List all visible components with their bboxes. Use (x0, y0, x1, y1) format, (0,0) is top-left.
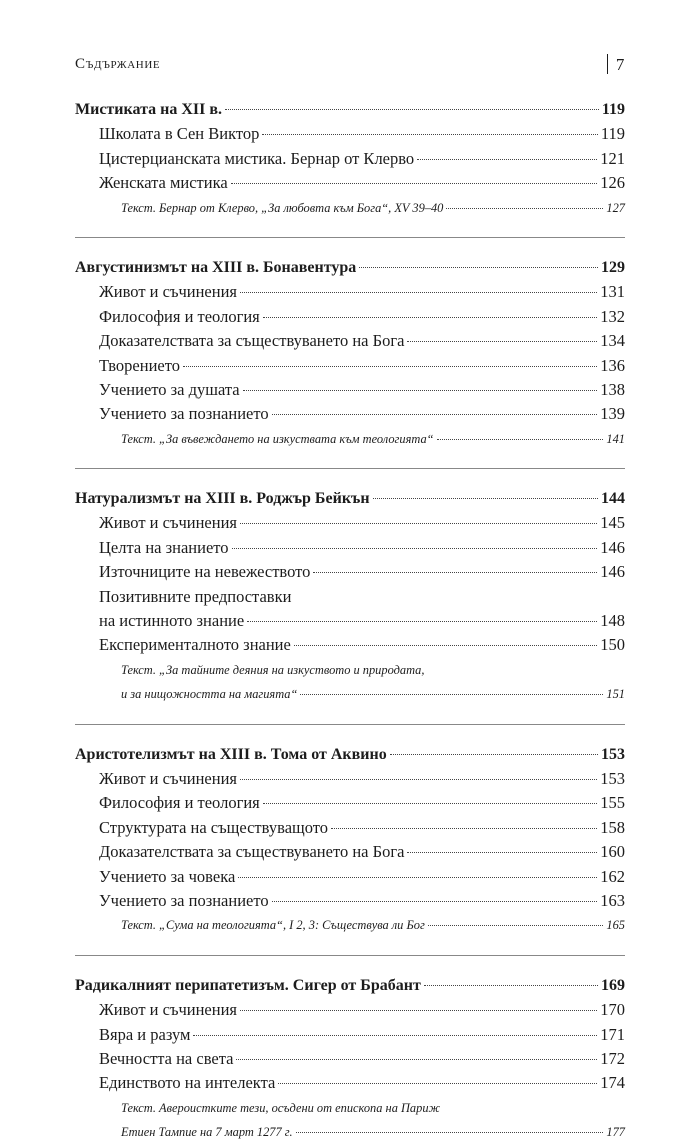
subsection-entry[interactable] (75, 511, 625, 535)
subsection-entry[interactable] (75, 280, 625, 304)
text-entry-page: 127 (606, 200, 625, 215)
subsection-entry-page: 155 (600, 793, 625, 813)
chapter-entry[interactable] (75, 256, 625, 280)
toc-section (75, 743, 625, 938)
subsection-entry[interactable] (75, 402, 625, 426)
subsection-entry[interactable] (75, 633, 625, 657)
subsection-entry-page: 131 (600, 282, 625, 302)
subsection-entry-page: 121 (600, 148, 625, 168)
section-divider (75, 955, 625, 956)
dot-leader (296, 1131, 604, 1133)
subsection-entry[interactable] (75, 998, 625, 1022)
dot-leader (417, 158, 597, 160)
dot-leader (407, 340, 597, 342)
chapter-entry-label: Августинизмът на XIII в. Бонавентура (75, 258, 357, 276)
subsection-entry[interactable] (75, 147, 625, 171)
text-entry[interactable] (75, 427, 625, 451)
page-number-value: 7 (615, 55, 625, 74)
chapter-entry-label: Натурализмът на XIII в. Роджър Бейкън (75, 490, 370, 508)
text-entry-label: Текст. „Сума на теологията“, I 2, 3: Съществува ли Бог (121, 918, 425, 933)
subsection-entry[interactable] (75, 1023, 625, 1047)
subsection-entry[interactable] (75, 378, 625, 402)
subsection-entry-page: 153 (600, 768, 625, 788)
subsection-entry-label: Структурата на съществуващото (99, 817, 328, 837)
dot-leader (331, 827, 597, 829)
subsection-entry-label: Вечността на света (99, 1048, 234, 1068)
subsection-entry[interactable] (75, 816, 625, 840)
subsection-entry-label: Философия и теология (99, 793, 260, 813)
header-divider (607, 54, 608, 74)
dot-leader (373, 497, 598, 499)
text-entry-line[interactable] (75, 1096, 625, 1120)
dot-leader (243, 389, 598, 391)
subsection-entry[interactable] (75, 865, 625, 889)
subsection-entry-page: 160 (600, 842, 625, 862)
subsection-entry-label: Цистерцианската мистика. Бернар от Клерво (99, 148, 415, 168)
dot-leader (240, 778, 597, 780)
dot-leader (359, 266, 598, 268)
subsection-entry[interactable] (75, 609, 625, 633)
section-divider (75, 468, 625, 469)
subsection-entry[interactable] (75, 354, 625, 378)
subsection-entry[interactable] (75, 171, 625, 195)
subsection-entry[interactable] (75, 122, 625, 146)
chapter-entry-label: Радикалният перипатетизъм. Сигер от Брабант (75, 976, 421, 994)
dot-leader (232, 547, 598, 549)
subsection-entry-page: 146 (600, 537, 625, 557)
text-entry[interactable] (75, 1120, 625, 1144)
subsection-entry-page: 126 (600, 173, 625, 193)
subsection-entry-label: Живот и съчинения (99, 1000, 238, 1020)
dot-leader (193, 1034, 597, 1036)
text-entry-page: 151 (606, 687, 625, 702)
subsection-entry-label: Източниците на невежеството (99, 562, 311, 582)
subsection-entry-line[interactable] (75, 585, 625, 609)
subsection-entry-page: 170 (600, 1000, 625, 1020)
running-header-title: Съдържание (75, 56, 161, 72)
subsection-entry-page: 132 (600, 306, 625, 326)
subsection-entry-page: 158 (600, 817, 625, 837)
chapter-entry-page: 129 (601, 258, 625, 276)
dot-leader (424, 984, 598, 986)
dot-leader (428, 924, 604, 926)
subsection-entry-label: Учението за познанието (99, 890, 269, 910)
chapter-entry-label: Аристотелизмът на XIII в. Тома от Аквино (75, 745, 387, 763)
dot-leader (272, 413, 598, 415)
dot-leader (183, 365, 597, 367)
dot-leader (446, 207, 603, 209)
subsection-entry-label: Живот и съчинения (99, 513, 238, 533)
subsection-entry-page: 134 (600, 331, 625, 351)
subsection-entry-line-label: Позитивните предпоставки (99, 586, 292, 606)
subsection-entry[interactable] (75, 536, 625, 560)
subsection-entry[interactable] (75, 791, 625, 815)
text-entry-label: Текст. „За въвеждането на изкуствата към теологията“ (121, 431, 434, 446)
subsection-entry-page: 138 (600, 379, 625, 399)
text-entry-line-label: Текст. Авероистките тези, осъдени от епископа на Париж (121, 1100, 441, 1115)
subsection-entry-page: 174 (600, 1073, 625, 1093)
chapter-entry[interactable] (75, 98, 625, 122)
dot-leader (240, 291, 597, 293)
subsection-entry-page: 171 (600, 1024, 625, 1044)
subsection-entry-label: Живот и съчинения (99, 768, 238, 788)
dot-leader (240, 522, 597, 524)
dot-leader (263, 316, 597, 318)
chapter-entry[interactable] (75, 487, 625, 511)
subsection-entry[interactable] (75, 1047, 625, 1071)
chapter-entry-page: 119 (601, 101, 625, 118)
dot-leader (263, 802, 597, 804)
subsection-entry-page: 172 (600, 1048, 625, 1068)
subsection-entry-label: на истинното знание (99, 611, 245, 631)
text-entry[interactable] (75, 196, 625, 220)
chapter-entry-page: 169 (601, 976, 625, 994)
toc-section (75, 256, 625, 451)
chapter-entry-page: 153 (601, 745, 625, 763)
subsection-entry-label: Учението за познанието (99, 404, 269, 424)
subsection-entry-page: 150 (600, 635, 625, 655)
dot-leader (238, 876, 597, 878)
dot-leader (225, 108, 599, 110)
subsection-entry[interactable] (75, 889, 625, 913)
page-number (607, 54, 625, 75)
subsection-entry-page: 163 (600, 890, 625, 910)
subsection-entry-label: Школата в Сен Виктор (99, 124, 260, 144)
subsection-entry-label: Доказателствата за съществуването на Бога (99, 331, 405, 351)
subsection-entry-label: Вяра и разум (99, 1024, 191, 1044)
dot-leader (278, 1082, 597, 1084)
toc-section (75, 487, 625, 707)
subsection-entry-label: Експерименталното знание (99, 635, 291, 655)
section-divider (75, 237, 625, 238)
subsection-entry-page: 148 (600, 611, 625, 631)
subsection-entry-page: 136 (600, 355, 625, 375)
subsection-entry-page: 162 (600, 866, 625, 886)
text-entry-label: и за нищожността на магията“ (121, 687, 298, 702)
dot-leader (437, 438, 604, 440)
chapter-entry[interactable] (75, 974, 625, 998)
subsection-entry-label: Живот и съчинения (99, 282, 238, 302)
dot-leader (294, 644, 597, 646)
toc-section (75, 98, 625, 220)
subsection-entry[interactable] (75, 329, 625, 353)
subsection-entry[interactable] (75, 840, 625, 864)
dot-leader (313, 571, 597, 573)
subsection-entry-page: 139 (600, 404, 625, 424)
text-entry-page: 177 (606, 1125, 625, 1140)
text-entry-page: 141 (606, 431, 625, 446)
subsection-entry-label: Учението за душата (99, 379, 240, 399)
toc-section (75, 974, 625, 1144)
dot-leader (236, 1058, 597, 1060)
subsection-entry-label: Целта на знанието (99, 537, 229, 557)
dot-leader (407, 851, 597, 853)
subsection-entry-page: 119 (600, 124, 625, 144)
text-entry-page: 165 (606, 918, 625, 933)
dot-leader (240, 1009, 597, 1011)
dot-leader (300, 693, 603, 695)
table-of-contents (75, 98, 625, 1144)
dot-leader (390, 753, 598, 755)
dot-leader (262, 133, 597, 135)
chapter-entry-page: 144 (601, 490, 625, 508)
text-entry-label: Текст. Бернар от Клерво, „За любовта към Бога“, XV 39–40 (121, 200, 444, 215)
running-header (75, 54, 625, 78)
subsection-entry[interactable] (75, 767, 625, 791)
subsection-entry-label: Учението за човека (99, 866, 236, 886)
dot-leader (247, 620, 597, 622)
text-entry[interactable] (75, 913, 625, 937)
dot-leader (272, 900, 598, 902)
subsection-entry-label: Женската мистика (99, 173, 228, 193)
dot-leader (231, 182, 598, 184)
text-entry-line[interactable] (75, 658, 625, 682)
section-divider (75, 724, 625, 725)
text-entry-line-label: Текст. „За тайните деяния на изкуството и природата, (121, 662, 425, 677)
chapter-entry[interactable] (75, 743, 625, 767)
text-entry-label: Етиен Тампие на 7 март 1277 г. (121, 1125, 293, 1140)
subsection-entry-page: 146 (600, 562, 625, 582)
subsection-entry[interactable] (75, 560, 625, 584)
subsection-entry-label: Творението (99, 355, 180, 375)
subsection-entry[interactable] (75, 305, 625, 329)
text-entry[interactable] (75, 682, 625, 706)
chapter-entry-label: Мистиката на XII в. (75, 101, 222, 118)
subsection-entry-page: 145 (600, 513, 625, 533)
subsection-entry-label: Единството на интелекта (99, 1073, 276, 1093)
subsection-entry-label: Философия и теология (99, 306, 260, 326)
subsection-entry-label: Доказателствата за съществуването на Бога (99, 842, 405, 862)
